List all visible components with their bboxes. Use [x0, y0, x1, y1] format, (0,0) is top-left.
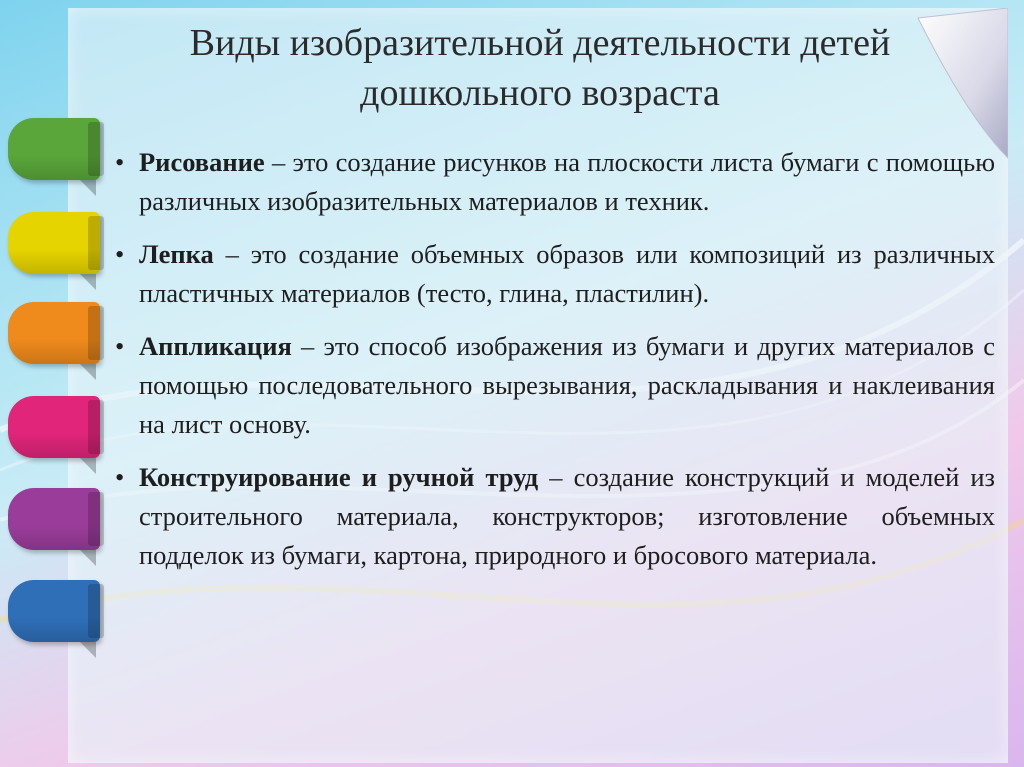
title-line-1: Виды изобразительной деятельности детей — [189, 22, 891, 64]
list-item-applique — [115, 327, 995, 444]
list-item-drawing — [115, 143, 995, 221]
bullet: • — [115, 147, 125, 177]
list-item-modeling — [115, 235, 995, 313]
bullet: • — [115, 462, 125, 492]
term-modeling: Лепка — [139, 239, 214, 269]
title-line-2: дошкольного возраста — [360, 72, 720, 114]
list-item-construction — [115, 458, 995, 575]
definition-drawing: – это создание рисунков на плоскости листа бумаги с помощью различных изобразительных материалов и техник. — [139, 147, 995, 216]
term-applique: Аппликация — [139, 331, 292, 361]
slide-title — [70, 18, 1010, 118]
definition-modeling: – это создание объемных образов или композиций из различных пластичных материалов (тесто, глина, пластилин). — [139, 239, 995, 308]
tab-blue-icon — [8, 580, 100, 642]
definition-construction: – создание конструкций и моделей из строительного материала, конструкторов; изготовление объемных подделок из бумаги, картона, природного и бросового материала. — [139, 462, 995, 570]
tab-pink-icon — [8, 396, 100, 458]
tab-green-icon — [8, 118, 100, 180]
bullet: • — [115, 239, 125, 269]
term-drawing: Рисование — [139, 147, 265, 177]
tab-orange-icon — [8, 302, 100, 364]
tab-purple-icon — [8, 488, 100, 550]
tab-yellow-icon — [8, 212, 100, 274]
slide-content — [115, 143, 995, 589]
term-construction: Конструирование и ручной труд — [139, 462, 539, 492]
bullet: • — [115, 331, 125, 361]
definition-applique: – это способ изображения из бумаги и других материалов с помощью последовательного вырезывания, раскладывания и наклеивания на лист основу. — [139, 331, 995, 439]
